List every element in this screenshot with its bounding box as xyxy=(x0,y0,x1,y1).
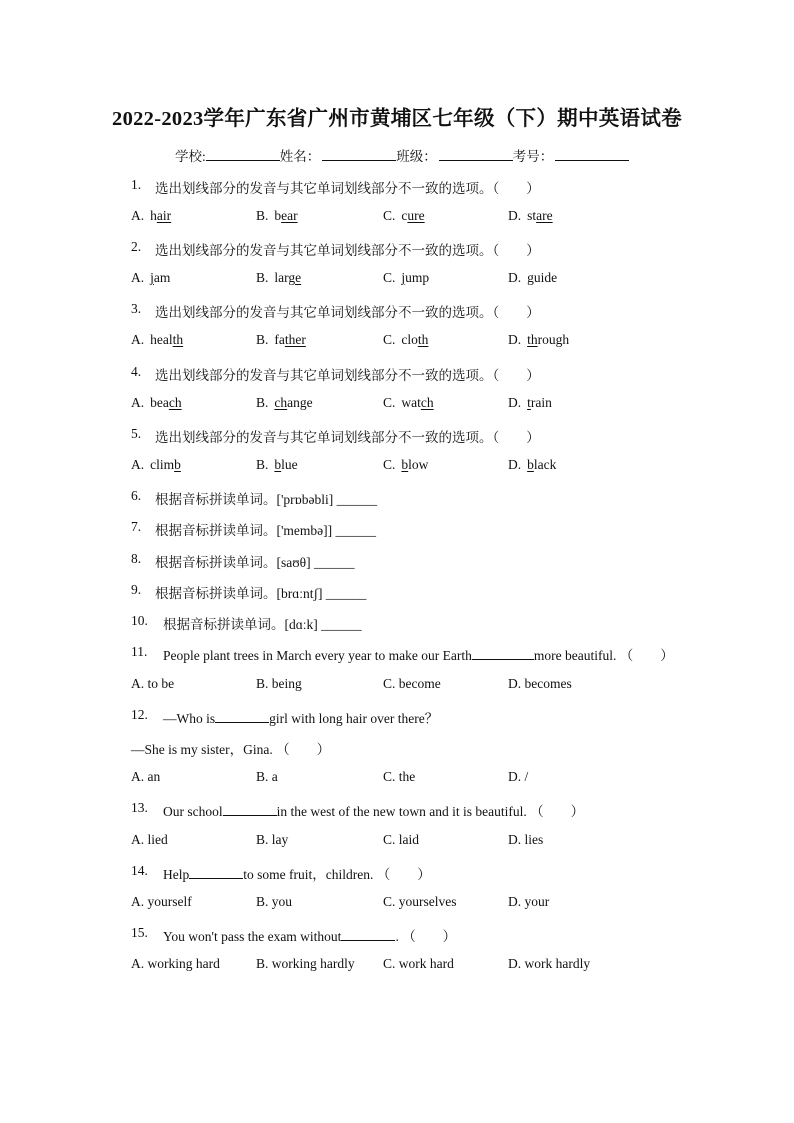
question-number: 6. xyxy=(131,488,142,503)
option-b[interactable]: B. large xyxy=(256,270,302,285)
question-number: 1. xyxy=(131,177,142,192)
question-14 xyxy=(0,863,794,883)
question-2 xyxy=(0,239,794,259)
option-a[interactable]: A. jam xyxy=(131,270,171,285)
question-text: 选出划线部分的发音与其它单词划线部分不一致的选项。（ ） xyxy=(155,181,540,196)
option-a[interactable]: A. yourself xyxy=(131,894,192,909)
question-number: 8. xyxy=(131,551,142,566)
option-a[interactable]: A. an xyxy=(131,769,161,784)
question-12-options xyxy=(0,769,794,789)
question-number: 12. xyxy=(131,707,148,722)
exam-number-label: 考号： xyxy=(512,149,554,164)
answer-blank[interactable] xyxy=(341,929,395,941)
option-a[interactable]: A. health xyxy=(131,332,184,347)
school-label: 学校: xyxy=(175,149,206,164)
option-c[interactable]: C. work hard xyxy=(383,956,454,971)
question-text: Help to some fruit，children. （ ） xyxy=(163,867,431,882)
option-d[interactable]: D. lies xyxy=(508,832,544,847)
question-14-options xyxy=(0,894,794,914)
option-b[interactable]: B. lay xyxy=(256,832,289,847)
question-text: —Who is girl with long hair over there？ xyxy=(163,711,439,726)
question-text: 选出划线部分的发音与其它单词划线部分不一致的选项。（ ） xyxy=(155,305,540,320)
question-text: Our school in the west of the new town and it is beautiful. （ ） xyxy=(163,804,585,819)
name-label: 姓名： xyxy=(279,149,321,164)
option-c[interactable]: C. watch xyxy=(383,395,434,410)
question-text: 根据音标拼读单词。[brɑːntʃ] ______ xyxy=(155,586,367,601)
option-d[interactable]: D. work hardly xyxy=(508,956,591,971)
question-5 xyxy=(0,426,794,446)
option-b[interactable]: B. change xyxy=(256,395,313,410)
question-number: 11. xyxy=(131,644,148,659)
question-4 xyxy=(0,364,794,384)
option-b[interactable]: B. you xyxy=(256,894,293,909)
option-b[interactable]: B. working hardly xyxy=(256,956,355,971)
question-11-options xyxy=(0,676,794,696)
question-1-options xyxy=(0,208,794,228)
question-4-options xyxy=(0,395,794,415)
option-c[interactable]: C. blow xyxy=(383,457,429,472)
option-b[interactable]: B. a xyxy=(256,769,278,784)
question-1 xyxy=(0,177,794,197)
question-11 xyxy=(0,644,794,664)
question-3-options xyxy=(0,332,794,352)
question-number: 7. xyxy=(131,519,142,534)
question-number: 13. xyxy=(131,800,148,815)
option-d[interactable]: D. stare xyxy=(508,208,553,223)
option-a[interactable]: A. to be xyxy=(131,676,175,691)
question-number: 14. xyxy=(131,863,148,878)
option-c[interactable]: C. cloth xyxy=(383,332,429,347)
option-c[interactable]: C. cure xyxy=(383,208,425,223)
question-2-options xyxy=(0,270,794,290)
question-number: 5. xyxy=(131,426,142,441)
question-text: 选出划线部分的发音与其它单词划线部分不一致的选项。（ ） xyxy=(155,430,540,445)
question-text: 选出划线部分的发音与其它单词划线部分不一致的选项。（ ） xyxy=(155,243,540,258)
option-a[interactable]: A. hair xyxy=(131,208,172,223)
answer-blank[interactable] xyxy=(223,804,277,816)
option-a[interactable]: A. climb xyxy=(131,457,181,472)
question-text: People plant trees in March every year to make our Earth more beautiful. （ ） xyxy=(163,648,674,663)
student-info-line xyxy=(175,145,629,165)
answer-blank[interactable] xyxy=(215,711,269,723)
class-blank[interactable] xyxy=(439,148,513,161)
question-text: 根据音标拼读单词。[dɑːk] ______ xyxy=(163,617,362,632)
question-number: 2. xyxy=(131,239,142,254)
question-text-continued: —She is my sister，Gina. （ ） xyxy=(131,742,331,757)
question-10 xyxy=(0,613,794,633)
question-15-options xyxy=(0,956,794,976)
option-d[interactable]: D. black xyxy=(508,457,557,472)
option-d[interactable]: D. becomes xyxy=(508,676,572,691)
question-6 xyxy=(0,488,794,508)
question-8 xyxy=(0,551,794,571)
class-label: 班级： xyxy=(396,149,437,164)
question-5-options xyxy=(0,457,794,477)
question-3 xyxy=(0,301,794,321)
option-c[interactable]: C. jump xyxy=(383,270,430,285)
option-d[interactable]: D. / xyxy=(508,769,529,784)
answer-blank[interactable] xyxy=(189,867,243,879)
question-number: 9. xyxy=(131,582,142,597)
option-b[interactable]: B. father xyxy=(256,332,306,347)
question-number: 4. xyxy=(131,364,142,379)
question-15 xyxy=(0,925,794,945)
exam-title: 2022-2023学年广东省广州市黄埔区七年级（下）期中英语试卷 xyxy=(112,108,682,130)
school-blank[interactable] xyxy=(206,148,280,161)
exam-number-blank[interactable] xyxy=(555,148,629,161)
question-9 xyxy=(0,582,794,602)
question-text: 根据音标拼读单词。[saʊθ] ______ xyxy=(155,555,355,570)
option-d[interactable]: D. train xyxy=(508,395,552,410)
question-text: 根据音标拼读单词。['membə]] ______ xyxy=(155,523,377,538)
option-b[interactable]: B. blue xyxy=(256,457,298,472)
question-12-line2 xyxy=(0,738,794,758)
option-d[interactable]: D. through xyxy=(508,332,570,347)
option-c[interactable]: C. the xyxy=(383,769,416,784)
option-b[interactable]: B. bear xyxy=(256,208,298,223)
option-c[interactable]: C. become xyxy=(383,676,441,691)
question-number: 3. xyxy=(131,301,142,316)
option-d[interactable]: D. your xyxy=(508,894,550,909)
name-blank[interactable] xyxy=(322,148,396,161)
question-7 xyxy=(0,519,794,539)
answer-blank[interactable] xyxy=(472,648,534,660)
question-12 xyxy=(0,707,794,727)
question-number: 10. xyxy=(131,613,148,628)
option-b[interactable]: B. being xyxy=(256,676,302,691)
question-13-options xyxy=(0,832,794,852)
question-number: 15. xyxy=(131,925,148,940)
option-a[interactable]: A. working hard xyxy=(131,956,220,971)
question-text: You won't pass the exam without . （ ） xyxy=(163,929,457,944)
question-text: 根据音标拼读单词。['prɒbəbli] ______ xyxy=(155,492,378,507)
question-text: 选出划线部分的发音与其它单词划线部分不一致的选项。（ ） xyxy=(155,368,540,383)
option-d[interactable]: D. guide xyxy=(508,270,558,285)
question-13 xyxy=(0,800,794,820)
option-c[interactable]: C. yourselves xyxy=(383,894,457,909)
option-a[interactable]: A. beach xyxy=(131,395,182,410)
option-a[interactable]: A. lied xyxy=(131,832,168,847)
option-c[interactable]: C. laid xyxy=(383,832,419,847)
